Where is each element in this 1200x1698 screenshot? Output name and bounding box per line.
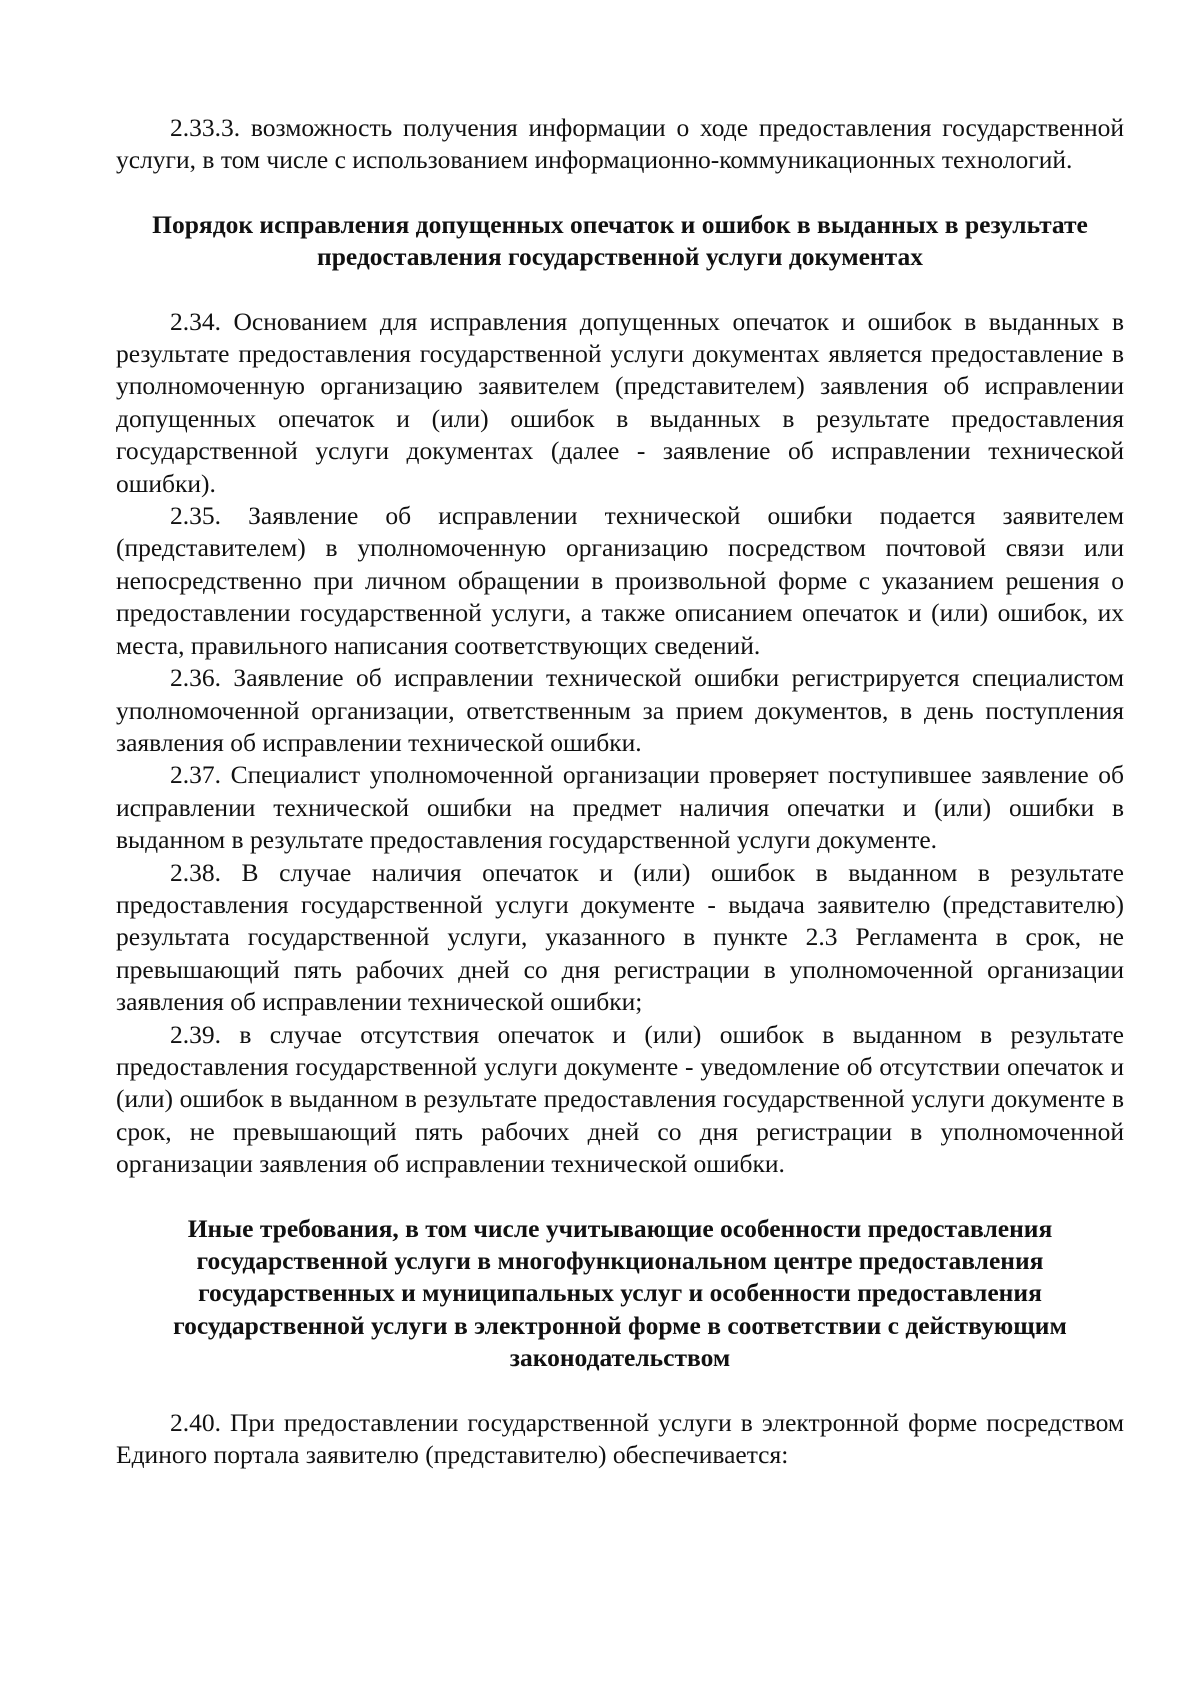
paragraph-2-38: 2.38. В случае наличия опечаток и (или) ошибок в выданном в результате предоставления государственной услуги документе - выдача заявителю (представителю) результата государственной услуги, указанного в пункте 2.3 Регламента в срок, не превышающий пять рабочих дней со дня регистрации в уполномоченной организации заявления об исправлении технической ошибки; [116, 857, 1124, 1017]
section-heading-corrections: Порядок исправления допущенных опечаток и ошибок в выданных в результате предоставления государственной услуги документах [152, 209, 1088, 272]
paragraph-2-34: 2.34. Основанием для исправления допущенных опечаток и ошибок в выданных в результате предоставления государственной услуги документах является предоставление в уполномоченную организацию заявителем (представителем) заявления об исправлении допущенных опечаток и (или) ошибок в выданных в результате предоставления государственной услуги документах (далее - заявление об исправлении технической ошибки). [116, 306, 1124, 498]
paragraph-2-36: 2.36. Заявление об исправлении технической ошибки регистрируется специалистом уполномоченной организации, ответственным за прием документов, в день поступления заявления об исправлении технической ошибки. [116, 663, 1124, 757]
document-page [116, 112, 1124, 1471]
paragraph-2-40: 2.40. При предоставлении государственной услуги в электронной форме посредством Единого портала заявителю (представителю) обеспечивается: [116, 1407, 1124, 1470]
paragraph-2-33-3: 2.33.3. возможность получения информации о ходе предоставления государственной услуги, в том числе с использованием информационно-коммуникационных технологий. [116, 113, 1124, 175]
paragraph-2-39: 2.39. в случае отсутствия опечаток и (или) ошибок в выданном в результате предоставления государственной услуги документе - уведомление об отсутствии опечаток и (или) ошибок в выданном в результате предоставления государственной услуги документе в срок, не превышающий пять рабочих дней со дня регистрации в уполномоченной организации заявления об исправлении технической ошибки. [116, 1019, 1124, 1179]
paragraph-2-37: 2.37. Специалист уполномоченной организации проверяет поступившее заявление об исправлении технической ошибки на предмет наличия опечатки и (или) ошибки в выданном в результате предоставления государственной услуги документе. [116, 760, 1124, 855]
section-heading-other-requirements: Иные требования, в том числе учитывающие особенности предоставления государственной услуги в многофункциональном центре предоставления государственных и муниципальных услуг и особенности предоставления государственной услуги в электронной форме в соответствии с действующим законодательством [173, 1213, 1067, 1373]
paragraph-2-35: 2.35. Заявление об исправлении технической ошибки подается заявителем (представителем) в уполномоченную организацию посредством почтовой связи или непосредственно при личном обращении в произвольной форме с указанием решения о предоставлении государственной услуги, а также описанием опечаток и (или) ошибок, их места, правильного написания соответствующих сведений. [116, 501, 1124, 660]
